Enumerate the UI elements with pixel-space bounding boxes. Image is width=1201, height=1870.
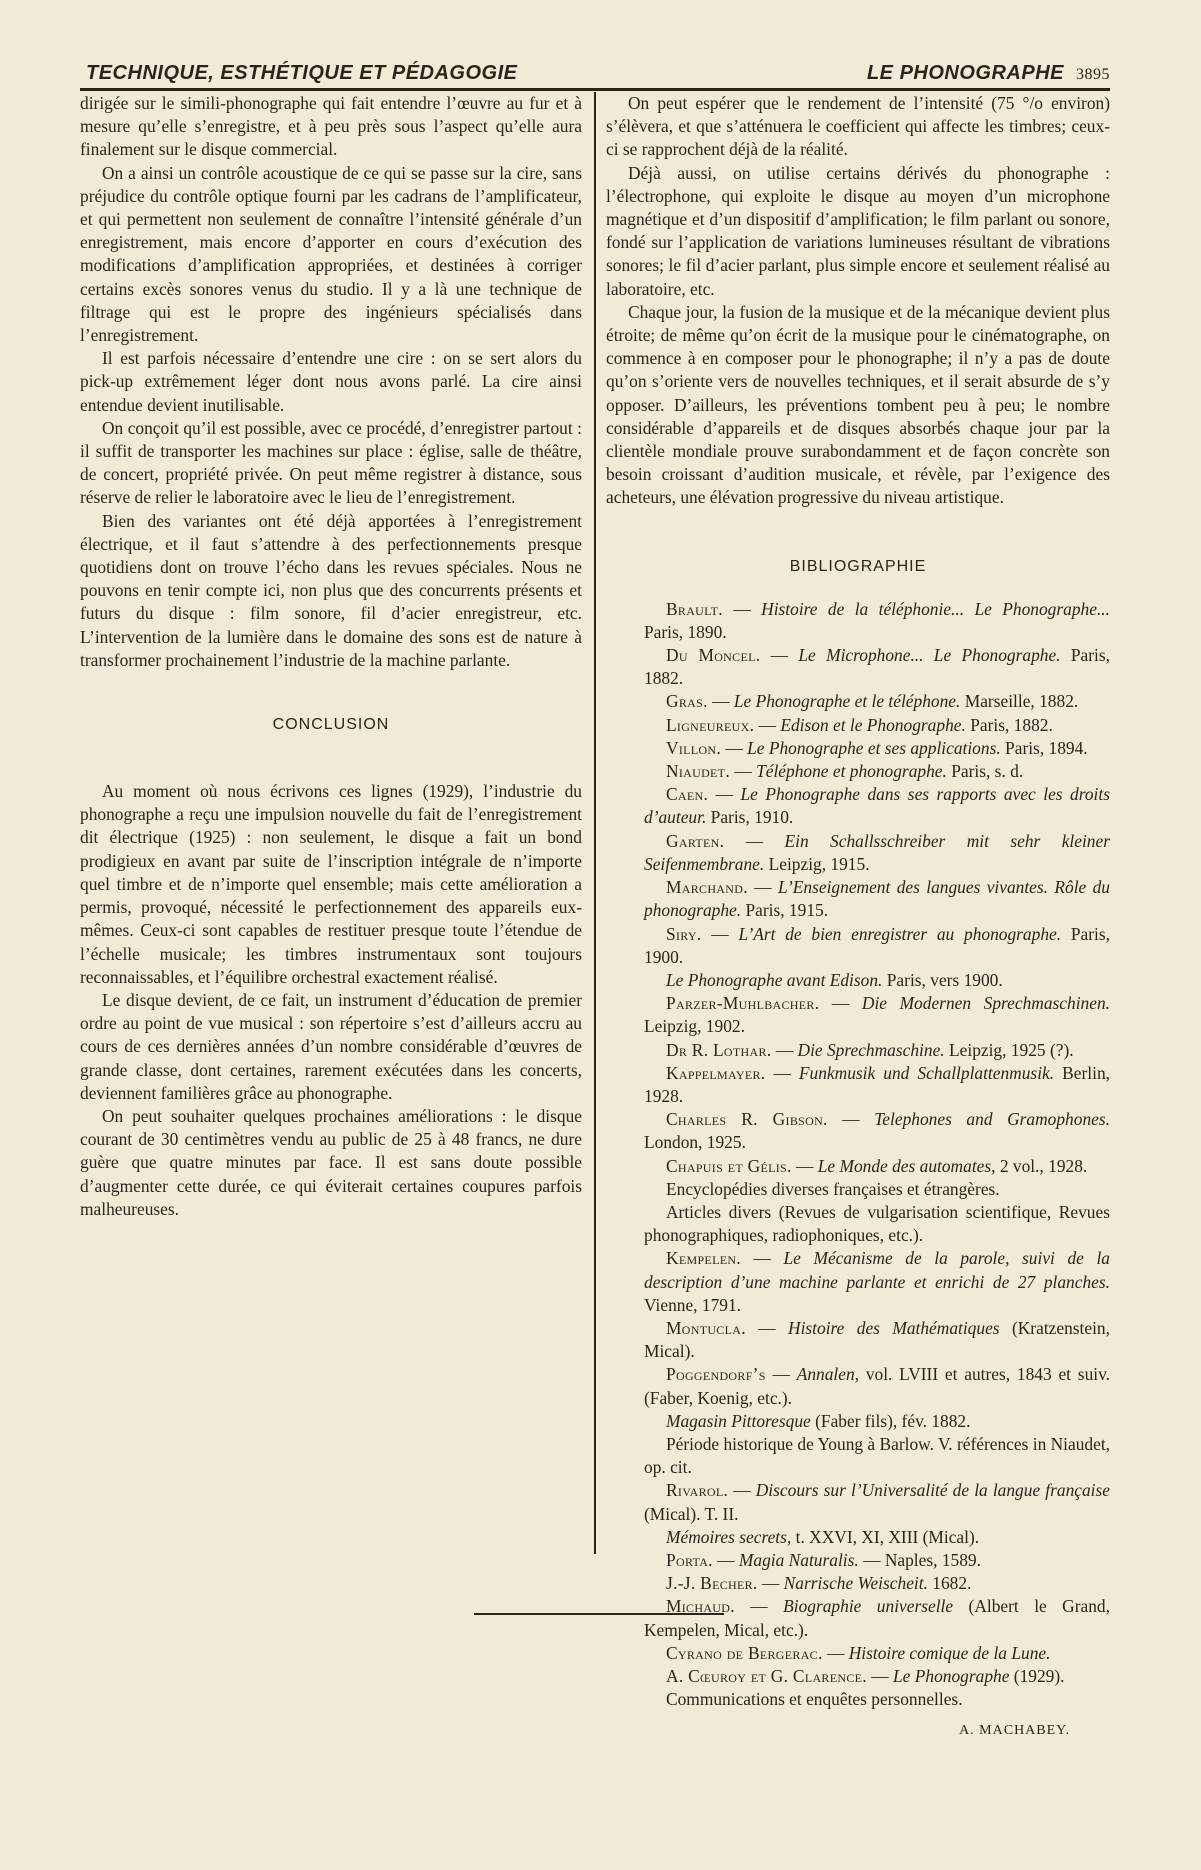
bibliography-entry: Dr R. Lothar. — Die Sprechmaschine. Leipzig, 1925 (?). <box>666 1039 1074 1060</box>
bibliography-entry: Porta. — Magia Naturalis. — Naples, 1589. <box>666 1549 981 1570</box>
entry-details: (Faber fils), fév. 1882. <box>815 1410 971 1431</box>
bibliography-entry: Garten. — Ein Schallsschreiber mit sehr kleiner Seifenmembrane. Leipzig, 1915. <box>644 830 1110 874</box>
left-column <box>80 92 582 1221</box>
entry-details: Paris, vers 1900. <box>886 969 1003 990</box>
entry-title: Le Monde des automates, <box>817 1155 996 1176</box>
entry-title: Annalen, <box>796 1364 860 1385</box>
entry-details: (Mical). T. II. <box>644 1503 739 1524</box>
paragraph: Il est parfois nécessaire d’entendre une cire : on se sert alors du pick-up extrêmement léger dont nous avons parlé. La cire ainsi entendue devient inutilisable. <box>80 348 582 415</box>
bibliography-entry: Montucla. — Histoire des Mathématiques (Kratzenstein, Mical). <box>644 1317 1110 1362</box>
paragraph: On peut espérer que le rendement de l’intensité (75 °/o environ) s’élèvera, et que s’atténuera le coefficient qui affecte les timbres; ceux-ci se rapprochent déjà de la réalité. <box>606 93 1110 160</box>
entry-details: (Albert le Grand, Kempelen, Mical, etc.). <box>644 1596 1110 1640</box>
entry-author: Cyrano de Bergerac. <box>666 1642 823 1663</box>
entry-details: Leipzig, 1915. <box>768 853 870 874</box>
paragraph: Chaque jour, la fusion de la musique et de la mécanique devient plus étroite; de même qu’on écrit de la musique pour le cinématographe, on commence à en composer pour le phonographe; il n’y a pas de doute qu’on s’oriente vers de nouvelles techniques, et il serait absurde de s’y opposer. D’ailleurs, les préventions tombent peu à peu; le nombre considérable d’appareils et de disques absorbés chaque jour par la clientèle mondiale prouve surabondamment et de façon concrète son besoin croissant d’audition musicale, et révèle, par l’exigence des acheteurs, une élévation progressive du niveau artistique. <box>606 301 1110 508</box>
entry-title: Histoire de la téléphonie... Le Phonographe... <box>761 598 1110 619</box>
bibliography-entry <box>606 1410 1110 1433</box>
entry-details: Paris, 1910. <box>710 807 794 828</box>
bibliography-entry: A. Cœuroy et G. Clarence. — Le Phonographe (1929). <box>666 1666 1065 1686</box>
entry-details: London, 1925. <box>644 1132 746 1153</box>
paragraph: On peut souhaiter quelques prochaines améliorations : le disque courant de 30 centimètres vendu au public de 25 à 48 francs, ne dure guère que quatre minutes par face. Il est sans doute possible d’augmenter cette durée, ce qui éviterait certaines coupures parfois malheureuses. <box>80 1105 582 1219</box>
bibliography-entry: Niaudet. — Téléphone et phonographe. Paris, s. d. <box>666 761 1024 782</box>
entry-details: Paris, 1882. <box>644 645 1111 689</box>
bibliography-entry <box>606 1178 1110 1201</box>
entry-details: Paris, 1882. <box>970 714 1053 735</box>
bibliography-entry: Charles R. Gibson. — Telephones and Gramophones. London, 1925. <box>644 1109 1110 1153</box>
bibliography-entry: Parzer-Muhlbacher. — Die Modernen Sprechmaschinen. Leipzig, 1902. <box>644 993 1110 1037</box>
author-signature: A. MACHABEY. <box>959 1723 1070 1739</box>
bibliography-entry: Gras. — Le Phonographe et le téléphone. Marseille, 1882. <box>666 691 1079 712</box>
entry-title: Téléphone et phonographe. <box>756 761 947 782</box>
entry-author: Porta. <box>666 1549 713 1570</box>
bibliography-heading: BIBLIOGRAPHIE <box>789 557 927 575</box>
right-column <box>606 92 1110 1739</box>
bibliography-entry <box>606 1688 1110 1711</box>
entry-title: Funkmusik und Schallplattenmusik. <box>798 1062 1055 1083</box>
entry-author: Poggendorf’s <box>666 1364 766 1385</box>
entry-author: Du Moncel. <box>666 645 761 666</box>
entry-title: Le Phonographe et ses applications. <box>747 737 1001 758</box>
bibliography-entry: J.-J. Becher. — Narrische Weischeit. 1682. <box>666 1573 972 1594</box>
entry-details: (Kratzenstein, Mical). <box>644 1317 1110 1362</box>
entry-details: 2 vol., 1928. <box>999 1155 1088 1176</box>
entry-title: Edison et le Phonographe. <box>780 714 966 735</box>
entry-author: Rivarol. <box>666 1480 729 1501</box>
entry-author: Ligneureux. <box>666 714 755 735</box>
entry-author: Niaudet. <box>666 761 730 782</box>
entry-title: Le Mécanisme de la parole, suivi de la description d’une machine parlante et enrichi de 27 planches. <box>644 1248 1110 1292</box>
header-section-title: TECHNIQUE, ESTHÉTIQUE ET PÉDAGOGIE <box>86 62 518 84</box>
entry-details: Articles divers (Revues de vulgarisation scientifique, Revues phonographiques, radiophoniques, etc.). <box>644 1201 1110 1246</box>
entry-title: Telephones and Gramophones. <box>874 1109 1110 1130</box>
entry-details: — Naples, 1589. <box>863 1549 981 1570</box>
bibliography-entry <box>606 1201 1110 1247</box>
entry-details: Paris, 1890. <box>644 621 727 642</box>
paragraph: Bien des variantes ont été déjà apportées à l’enregistrement électrique, et il faut s’attendre à des perfectionnements presque quotidiens dont on trouve l’écho dans les revues spéciales. Nous ne pouvons en tenir compte ici, non plus que des concurrents présents et futurs du disque : film sonore, fil d’acier enregistreur, etc. L’intervention de la lumière dans le domaine des sons est de nature à transformer prochainement l’industrie de la machine parlante. <box>80 510 582 670</box>
entry-author: Charles R. Gibson. <box>666 1109 828 1130</box>
entry-title: Magasin Pittoresque <box>666 1410 811 1431</box>
entry-title: Die Sprechmaschine. <box>797 1039 945 1060</box>
entry-title: Histoire des Mathématiques <box>788 1317 1000 1338</box>
conclusion-heading: CONCLUSION <box>272 716 390 734</box>
entry-details: Leipzig, 1902. <box>644 1016 745 1037</box>
entry-title: Le Phonographe et le téléphone. <box>733 691 961 712</box>
entry-details: Vienne, 1791. <box>644 1294 741 1315</box>
entry-details: Berlin, 1928. <box>644 1062 1110 1106</box>
entry-details: Marseille, 1882. <box>964 691 1079 712</box>
column-divider <box>594 92 596 1554</box>
entry-author: A. Cœuroy et G. Clarence. <box>666 1666 867 1686</box>
paragraph: Au moment où nous écrivons ces lignes (1929), l’industrie du phonographe a reçu une impulsion nouvelle du fait de l’enregistrement dit électrique (1925) : non seulement, le disque a fait un bond prodigieux en avant par suite de l’inscription intégrale de n’importe quel timbre et de n’importe quel ensemble; mais cette amélioration a permis, provoqué, nécessité le perfectionnement des appareils eux-mêmes. Ceux-ci sont capables de restituer presque toute l’étendue de l’échelle musicale; les timbres instrumentaux sont toujours reconnaissables, et l’équilibre orchestral exactement réalisé. <box>80 781 582 987</box>
entry-title: Magia Naturalis. <box>738 1549 859 1570</box>
entry-author: Montucla. <box>666 1317 746 1338</box>
entry-details: Encyclopédies diverses françaises et étrangères. <box>666 1178 1000 1199</box>
header-right <box>867 62 1110 85</box>
entry-title: Le Phonographe avant Edison. <box>666 969 883 990</box>
entry-author: Dr R. Lothar. <box>666 1039 772 1060</box>
bibliography-entry: Ligneureux. — Edison et le Phonographe. Paris, 1882. <box>666 714 1053 735</box>
entry-author: Villon. <box>666 737 721 758</box>
entry-details: vol. LVIII et autres, 1843 et suiv. (Faber, Koenig, etc.). <box>644 1364 1111 1408</box>
entry-details: Paris, s. d. <box>951 761 1024 782</box>
entry-author: Parzer-Muhlbacher. <box>666 993 820 1014</box>
entry-title: Biographie universelle <box>783 1596 954 1617</box>
bibliography-entry <box>606 1526 1110 1549</box>
bibliography-entry: Kappelmayer. — Funkmusik und Schallplattenmusik. Berlin, 1928. <box>644 1062 1110 1106</box>
entry-details: Paris, 1894. <box>1005 737 1088 758</box>
header-journal-title: LE PHONOGRAPHE <box>866 62 1064 84</box>
bibliography-entry: Siry. — L’Art de bien enregistrer au phonographe. Paris, 1900. <box>644 923 1110 967</box>
entry-details: t. XXVI, XI, XIII (Mical). <box>795 1526 980 1547</box>
entry-details: (1929). <box>1013 1666 1065 1686</box>
bibliography-entry: Poggendorf’s — Annalen, vol. LVIII et autres, 1843 et suiv. (Faber, Koenig, etc.). <box>644 1364 1111 1408</box>
paragraph: Le disque devient, de ce fait, un instrument d’éducation de premier ordre au point de vue musical : son répertoire s’est d’ailleurs accru au cours de ces dernières années d’un nombre considérable d’œuvres de grande classe, dont certaines, rarement exécutées dans les concerts, deviennent familières grâce au phonographe. <box>80 989 582 1103</box>
entry-author: Chapuis et Gélis. <box>666 1155 792 1176</box>
entry-title: Le Phonographe dans ses rapports avec les droits d’auteur. <box>644 784 1110 828</box>
bibliography-entry: Villon. — Le Phonographe et ses applications. Paris, 1894. <box>666 737 1088 758</box>
paragraph: On conçoit qu’il est possible, avec ce procédé, d’enregistrer partout : il suffit de transporter les machines sur place : église, salle de théâtre, de concert, propriété privée. On peut même registrer à distance, sous réserve de relier le laboratoire avec le lieu de l’enregistrement. <box>80 417 582 508</box>
entry-details: Période historique de Young à Barlow. V. références in Niaudet, op. cit. <box>644 1433 1111 1478</box>
header-rule <box>80 88 1110 91</box>
entry-author: Kappelmayer. <box>666 1062 766 1083</box>
entry-title: Le Microphone... Le Phonographe. <box>798 645 1061 666</box>
bibliography-entry: Cyrano de Bergerac. — Histoire comique de la Lune. <box>666 1642 1051 1663</box>
entry-author: J.-J. Becher. <box>666 1573 758 1594</box>
entry-author: Kempelen. <box>666 1248 741 1269</box>
entry-title: Die Modernen Sprechmaschinen. <box>861 993 1110 1014</box>
entry-title: Narrische Weischeit. <box>783 1573 928 1594</box>
entry-title: L’Enseignement des langues vivantes. Rôle du phonographe. <box>644 877 1110 921</box>
paragraph: Déjà aussi, on utilise certains dérivés du phonographe : l’électrophone, qui exploite le disque au moyen d’un microphone magnétique et d’un dispositif d’amplification; le film parlant ou sonore, fondé sur l’application de variations lumineuses résultant de vibrations sonores; le fil d’acier parlant, plus simple encore et seulement réalisé au laboratoire, etc. <box>606 162 1110 299</box>
bibliography-entry <box>606 969 1110 992</box>
entry-title: Discours sur l’Universalité de la langue française <box>755 1480 1110 1501</box>
entry-author: Michaud. <box>666 1596 735 1617</box>
bibliography-entry: Michaud. — Biographie universelle (Albert le Grand, Kempelen, Mical, etc.). <box>644 1596 1110 1640</box>
bibliography-entry <box>606 1433 1110 1479</box>
entry-author: Gras. <box>666 691 708 712</box>
entry-author: Caen. <box>666 784 709 805</box>
entry-details: Paris, 1900. <box>644 923 1110 967</box>
paragraph: On a ainsi un contrôle acoustique de ce qui se passe sur la cire, sans préjudice du contrôle optique fourni par les cadrans de l’amplificateur, et qui permettent non seulement de connaître l’intensité générale d’un enregistrement, mais encore d’apporter en cours d’exécution des modifications d’amplification appropriées, et destinées à corriger certains excès sonores venus du studio. Il y a là une technique de filtrage qui est le propre des ingénieurs spécialisés dans l’enregistrement. <box>80 162 582 346</box>
bibliography-entry: Du Moncel. — Le Microphone... Le Phonographe. Paris, 1882. <box>644 645 1111 689</box>
entry-author: Siry. <box>666 923 702 944</box>
entry-title: L’Art de bien enregistrer au phonographe. <box>738 923 1062 944</box>
entry-details: Leipzig, 1925 (?). <box>949 1039 1074 1060</box>
entry-title: Mémoires secrets, <box>666 1526 792 1547</box>
entry-author: Marchand. <box>666 877 748 898</box>
entry-author: Brault. <box>666 598 723 619</box>
entry-title: Le Phonographe <box>893 1666 1010 1686</box>
entry-title: Histoire comique de la Lune. <box>848 1642 1051 1663</box>
bibliography-entry: Kempelen. — Le Mécanisme de la parole, suivi de la description d’une machine parlante et enrichi de 27 planches. Vienne, 1791. <box>644 1248 1110 1315</box>
running-header <box>80 60 1110 88</box>
bibliography-entry: Brault. — Histoire de la téléphonie... Le Phonographe... Paris, 1890. <box>644 598 1110 642</box>
bibliography-entry: Caen. — Le Phonographe dans ses rapports avec les droits d’auteur. Paris, 1910. <box>644 784 1110 828</box>
entry-details: 1682. <box>932 1573 972 1594</box>
entry-title: Ein Schallsschreiber mit sehr kleiner Seifenmembrane. <box>644 830 1110 874</box>
bibliography-entry: Rivarol. — Discours sur l’Universalité de la langue française (Mical). T. II. <box>644 1480 1110 1524</box>
entry-details: Paris, 1915. <box>745 900 829 921</box>
paragraph: dirigée sur le simili-phonographe qui fait entendre l’œuvre au fur et à mesure qu’elle s’enregistre, et à peu près sous l’aspect qu’elle aura finalement sur le disque commercial. <box>80 93 582 160</box>
page-number: 3895 <box>1076 66 1110 83</box>
entry-author: Garten. <box>666 830 725 851</box>
bibliography-entry: Marchand. — L’Enseignement des langues vivantes. Rôle du phonographe. Paris, 1915. <box>644 877 1110 921</box>
entry-details: Communications et enquêtes personnelles. <box>666 1689 963 1710</box>
bibliography-entry: Chapuis et Gélis. — Le Monde des automates, 2 vol., 1928. <box>666 1155 1088 1176</box>
end-rule <box>474 1613 724 1615</box>
bibliography-list <box>606 598 1110 1712</box>
